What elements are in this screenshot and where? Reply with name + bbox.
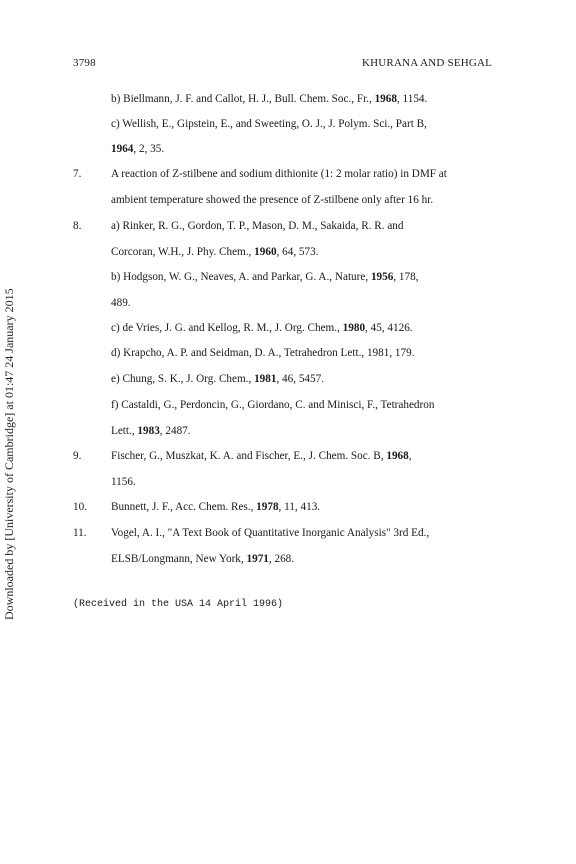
reference-line: ambient temperature showed the presence of Z-stilbene only after 16 hr. [111, 194, 434, 206]
running-title: KHURANA AND SEHGAL [362, 57, 493, 69]
reference-line: Fischer, G., Muszkat, K. A. and Fischer, E., J. Chem. Soc. B, 1968, [111, 450, 412, 462]
reference-number: 11. [73, 527, 87, 539]
reference-line: b) Biellmann, J. F. and Callot, H. J., Bull. Chem. Soc., Fr., 1968, 1154. [111, 93, 428, 105]
reference-line: ELSB/Longmann, New York, 1971, 268. [111, 553, 295, 565]
reference-line: 1964, 2, 35. [111, 143, 165, 155]
reference-line: a) Rinker, R. G., Gordon, T. P., Mason, D. M., Sakaida, R. R. and [111, 220, 404, 232]
reference-number: 7. [73, 168, 82, 180]
reference-line: Corcoran, W.H., J. Phy. Chem., 1960, 64, 573. [111, 246, 319, 258]
reference-line: b) Hodgson, W. G., Neaves, A. and Parkar, G. A., Nature, 1956, 178, [111, 271, 419, 283]
reference-line: Lett., 1983, 2487. [111, 425, 191, 437]
reference-line: 1156. [111, 476, 136, 488]
reference-line: d) Krapcho, A. P. and Seidman, D. A., Tetrahedron Lett., 1981, 179. [111, 347, 415, 359]
download-watermark: Downloaded by [University of Cambridge] at 01:47 24 January 2015 [2, 288, 16, 620]
reference-number: 9. [73, 450, 82, 462]
reference-line: Bunnett, J. F., Acc. Chem. Res., 1978, 11, 413. [111, 501, 321, 513]
received-note: (Received in the USA 14 April 1996) [73, 599, 284, 610]
reference-line: 489. [111, 297, 131, 309]
reference-line: e) Chung, S. K., J. Org. Chem., 1981, 46, 5457. [111, 373, 324, 385]
reference-line: Vogel, A. I., "A Text Book of Quantitative Inorganic Analysis" 3rd Ed., [111, 527, 430, 539]
reference-line: c) Wellish, E., Gipstein, E., and Sweeting, O. J., J. Polym. Sci., Part B, [111, 118, 427, 130]
page-number: 3798 [73, 57, 96, 69]
reference-number: 8. [73, 220, 82, 232]
reference-line: A reaction of Z-stilbene and sodium dithionite (1: 2 molar ratio) in DMF at [111, 168, 447, 180]
reference-line: f) Castaldi, G., Perdoncin, G., Giordano, C. and Minisci, F., Tetrahedron [111, 399, 435, 411]
reference-line: c) de Vries, J. G. and Kellog, R. M., J. Org. Chem., 1980, 45, 4126. [111, 322, 413, 334]
reference-number: 10. [73, 501, 87, 513]
